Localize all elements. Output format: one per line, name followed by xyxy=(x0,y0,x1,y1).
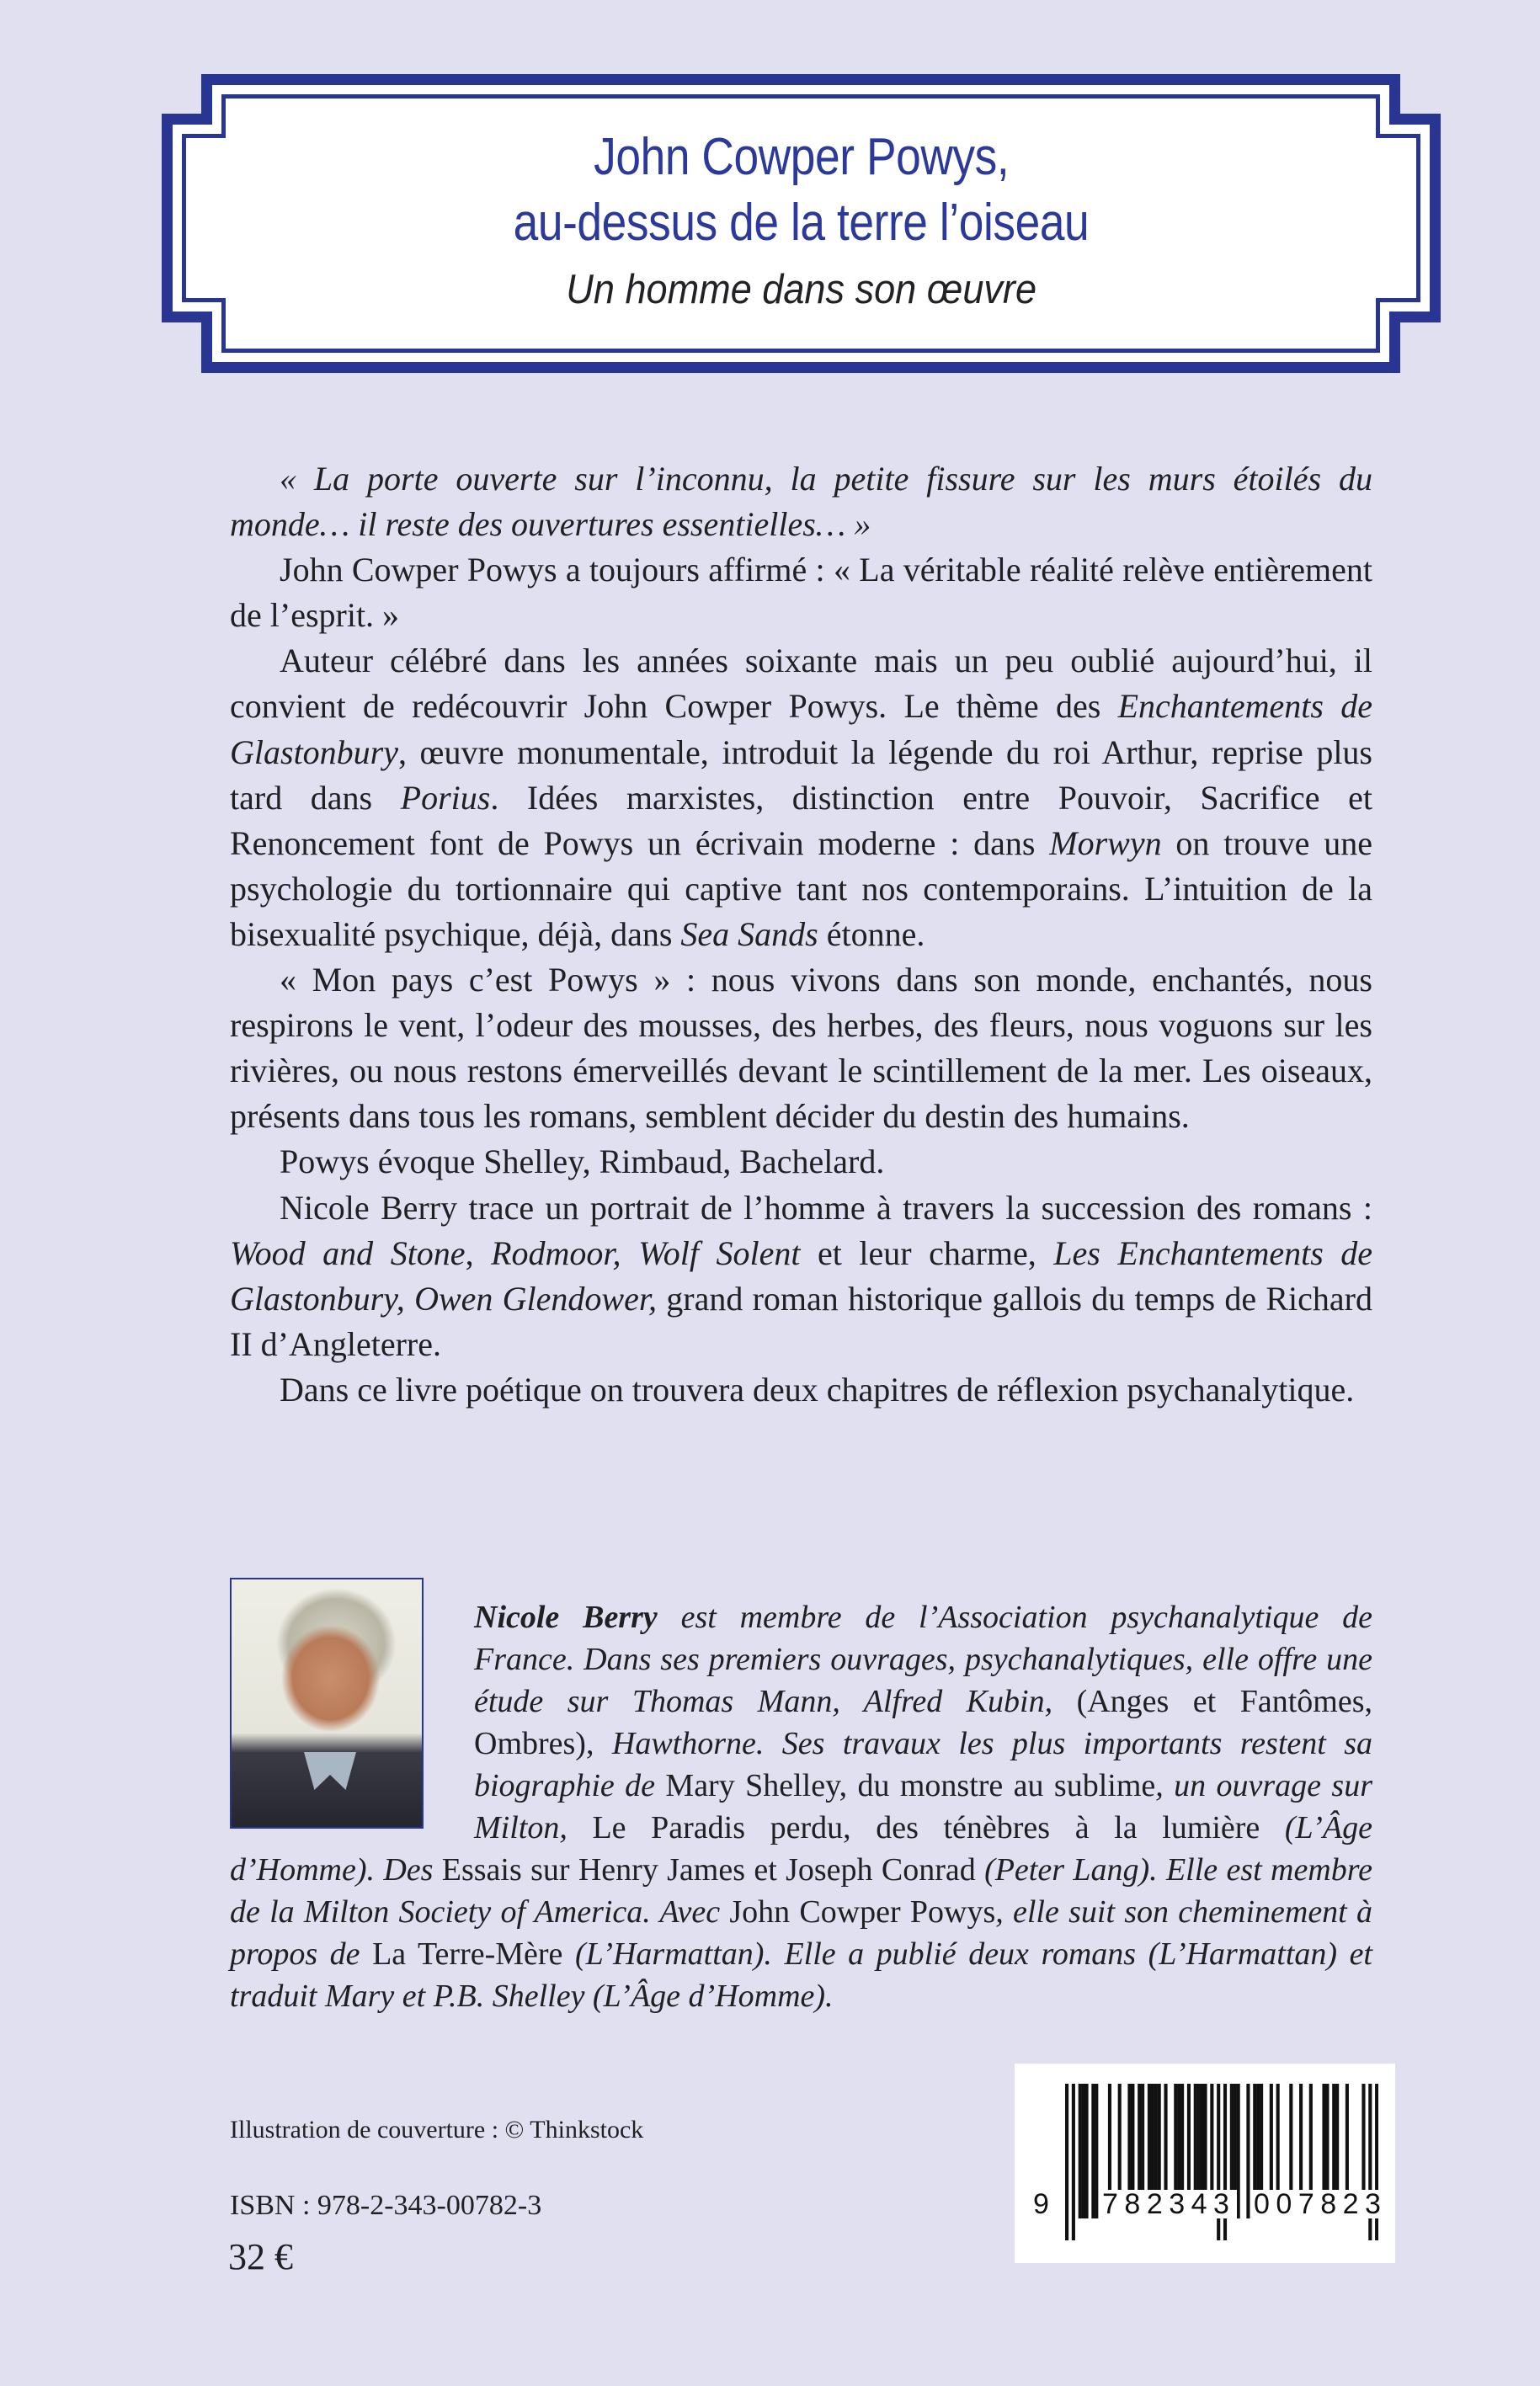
blurb-paragraph xyxy=(230,638,1372,957)
blurb-paragraph xyxy=(230,547,1372,638)
author-photo xyxy=(230,1578,424,1829)
blurb-text-run: on trouve une psychologie du tortionnaire qui captive tant nos contemporains. L’intuition de la bisexualité psychique, déjà, dans xyxy=(230,823,1372,953)
blurb-paragraph xyxy=(230,1139,1372,1185)
blurb-paragraph xyxy=(230,456,1372,547)
isbn: ISBN : 978-2-343-00782-3 xyxy=(230,2190,542,2221)
blurb-text-run: . Idées marxistes, distinction entre Pouvoir, Sacrifice et Renoncement font de Powys un écrivain moderne : dans xyxy=(230,778,1372,862)
book-subtitle xyxy=(162,269,1441,311)
author-bio xyxy=(230,1578,1372,2017)
blurb-text-run: étonne. xyxy=(818,914,925,953)
blurb-italic-text: Wood and Stone xyxy=(230,1233,466,1272)
blurb-paragraph xyxy=(230,957,1372,1139)
blurb-text-run: , xyxy=(465,1233,492,1272)
barcode-digit-group-1: 782343 xyxy=(1102,2188,1236,2220)
book-title-line-2 xyxy=(162,194,1441,252)
bio-text-run: (Peter Lang). Elle est membre de la Milton Society of America. Avec xyxy=(230,1852,1372,1930)
bio-text-run: Mary Shelley, du monstre au sublime xyxy=(665,1768,1156,1803)
blurb-italic-text: Morwyn xyxy=(1049,823,1162,862)
bio-text-run: Hawthorne. Ses travaux les plus importants restent sa biographie de xyxy=(474,1726,1372,1803)
blurb-paragraph xyxy=(230,1367,1372,1413)
barcode-digit-group-2: 007823 xyxy=(1254,2188,1388,2220)
bio-text-run: est membre de l’Association psychanalytique de France. Dans ses premiers ouvrages, psychanalytiques, elle offre une étude sur Thomas Mann, Alfred Kubin, xyxy=(474,1600,1373,1719)
blurb-paragraph xyxy=(230,1185,1372,1367)
author-photo-collar xyxy=(304,1752,356,1790)
blurb-italic-text: Rodmoor, Wolf Solent xyxy=(491,1233,801,1272)
blurb-italic-text: « La porte ouverte sur l’inconnu, la petite fissure sur les murs étoilés du monde… il reste des ouvertures essentielles… » xyxy=(230,460,1372,544)
book-title-line-1 xyxy=(162,128,1441,186)
book-subtitle-text: Un homme dans son œuvre xyxy=(566,267,1036,312)
blurb-text-run: grand roman historique gallois du temps de Richard II d’Angleterre. xyxy=(230,1279,1372,1363)
bio-text-run: (L’Âge d’Homme). Des xyxy=(230,1810,1372,1888)
barcode-digit-lead: 9 xyxy=(1033,2188,1049,2220)
title-block xyxy=(162,74,1441,373)
bio-text-run: , elle suit son cheminement à propos de xyxy=(230,1894,1372,1972)
bio-text-run: John Cowper Powys xyxy=(729,1894,996,1930)
book-title-line-2-text: au-dessus de la terre l’oiseau xyxy=(513,194,1090,252)
blurb-text-run: Auteur célébré dans les années soixante mais un peu oublié aujourd’hui, il convient de redécouvrir John Cowper Powys. Le thème des xyxy=(230,642,1372,726)
bio-text-run: Essais sur Henry James et Joseph Conrad xyxy=(441,1852,985,1888)
blurb-text-run: John Cowper Powys a toujours affirmé : « La véritable réalité relève entièrement de l’esprit. » xyxy=(230,551,1372,635)
book-title-line-1-text: John Cowper Powys, xyxy=(593,128,1010,186)
barcode xyxy=(1015,2064,1395,2263)
blurb-text-run: « Mon pays c’est Powys » : nous vivons dans son monde, enchantés, nous respirons le vent, l’odeur des mousses, des herbes, des fleurs, nous voguons sur les rivières, ou nous restons émerveillés devant le scintillement de la mer. Les oiseaux, présents dans tous les romans, semblent décider du destin des humains. xyxy=(230,961,1372,1136)
bio-text-run: , un ouvrage sur Milton, xyxy=(474,1768,1372,1845)
bio-text-run: Le Paradis perdu, des ténèbres à la lumière xyxy=(592,1810,1285,1845)
blurb-text-run: Nicole Berry trace un portrait de l’homme à travers la succession des romans : xyxy=(280,1188,1372,1227)
blurb-italic-text: Sea Sands xyxy=(680,914,818,953)
blurb-text xyxy=(230,456,1372,1413)
blurb-text-run: , œuvre monumentale, introduit la légende du roi Arthur, reprise plus tard dans xyxy=(230,732,1372,817)
bio-text-run: La Terre-Mère xyxy=(372,1936,575,1972)
blurb-text-run: et leur charme, xyxy=(800,1233,1054,1272)
price: 32 € xyxy=(228,2236,293,2277)
illustration-credit: Illustration de couverture : © Thinkstock xyxy=(230,2116,644,2144)
blurb-italic-text: Porius xyxy=(400,778,491,817)
blurb-text-run: Powys évoque Shelley, Rimbaud, Bachelard. xyxy=(280,1142,885,1181)
bio-text-run: (Anges et Fantômes, Ombres), xyxy=(474,1684,1372,1761)
blurb-text-run: Dans ce livre poétique on trouvera deux chapitres de réflexion psychanalytique. xyxy=(280,1370,1355,1409)
blurb-italic-text: Les Enchantements de Glastonbury, Owen Glendower, xyxy=(230,1233,1373,1318)
blurb-italic-text: Enchantements de Glastonbury xyxy=(230,687,1372,771)
author-name: Nicole Berry xyxy=(474,1600,658,1635)
bio-text-run: (L’Harmattan). Elle a publié deux romans (L’Harmattan) et traduit Mary et P.B. Shelley (L’Âge d’Homme). xyxy=(230,1936,1372,2014)
